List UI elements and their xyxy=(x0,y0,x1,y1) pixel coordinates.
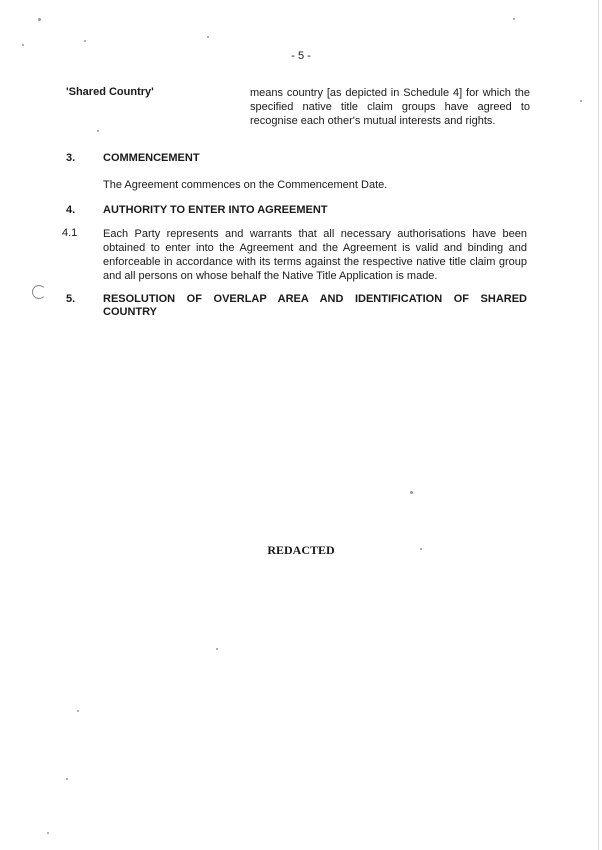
scan-speck xyxy=(580,100,582,102)
section-text: The Agreement commences on the Commencement Date. xyxy=(103,179,388,191)
scan-speck xyxy=(97,130,99,132)
section-title: AUTHORITY TO ENTER INTO AGREEMENT xyxy=(103,204,328,216)
scan-edge xyxy=(598,0,599,850)
scan-speck xyxy=(216,648,218,650)
clause-number: 4.1 xyxy=(62,227,78,239)
clause-text: Each Party represents and warrants that all necessary authorisations have been obtained to enter into the Agreement and the Agreement is valid and binding and enforceable in accordance with its terms against the respective native title claim group and all persons on whose behalf the Native Title Application is made. xyxy=(103,228,527,282)
scan-speck xyxy=(66,778,68,780)
section-number: 5. xyxy=(66,293,76,305)
page-number: - 5 - xyxy=(291,50,311,62)
section-title: COMMENCEMENT xyxy=(103,152,200,164)
scan-speck xyxy=(77,710,79,712)
section-title: RESOLUTION OF OVERLAP AREA AND IDENTIFICATION OF SHARED COUNTRY xyxy=(103,293,527,318)
scan-speck xyxy=(22,44,24,46)
redacted-label: REDACTED xyxy=(267,543,335,557)
section-number: 4. xyxy=(66,204,76,216)
definition-term: 'Shared Country' xyxy=(66,86,154,98)
scan-speck xyxy=(84,40,86,42)
punch-hole-mark xyxy=(32,285,46,299)
scan-speck xyxy=(410,491,413,494)
scan-speck xyxy=(47,832,49,834)
scan-speck xyxy=(513,18,515,20)
scan-speck xyxy=(38,18,41,21)
scan-speck xyxy=(207,36,209,38)
definition-text: means country [as depicted in Schedule 4] for which the specified native title claim groups have agreed to recognise each other's mutual interests and rights. xyxy=(250,87,530,127)
section-number: 3. xyxy=(66,152,76,164)
